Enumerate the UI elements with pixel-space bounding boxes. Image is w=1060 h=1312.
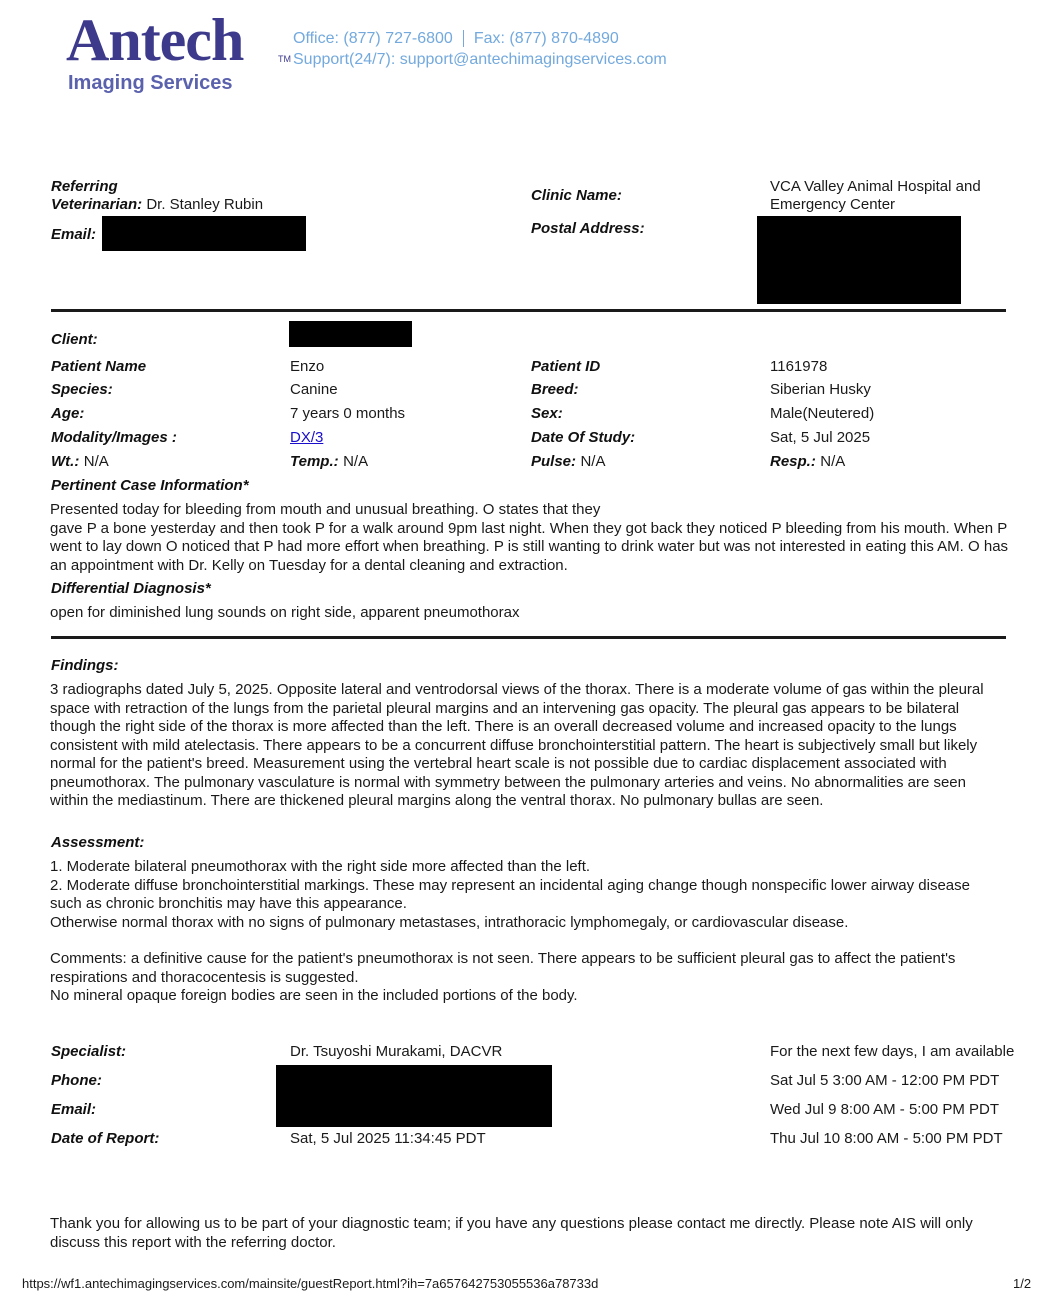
pulse-row	[531, 453, 605, 471]
mineral-foreign-bodies: No mineral opaque foreign bodies are seen in the included portions of the body.	[50, 987, 578, 1004]
date-of-study-value: Sat, 5 Jul 2025	[770, 429, 871, 446]
temp-row	[290, 453, 368, 471]
assessment-otherwise: Otherwise normal thorax with no signs of pulmonary metastases, intrathoracic lymphomegaly, or cardiovascular disease.	[50, 913, 849, 931]
section-divider	[51, 636, 1006, 639]
office-fax-line	[293, 30, 619, 48]
sex-value: Male(Neutered)	[770, 405, 875, 422]
age-value: 7 years 0 months	[290, 405, 406, 422]
redacted-client-name	[289, 321, 412, 347]
pertinent-case-text	[50, 501, 1012, 575]
support-email: Support(24/7): support@antechimagingservices.com	[293, 51, 667, 68]
comments-paragraph: Comments: a definitive cause for the patient's pneumothorax is not seen. There appears to be sufficient pleural gas to affect the patient's respirations and thoracocentesis is suggested.	[50, 950, 956, 986]
referring-vet-value: Dr. Stanley Rubin	[146, 196, 264, 213]
breed-label: Breed:	[531, 381, 579, 398]
availability-slot-2: Wed Jul 9 8:00 AM - 5:00 PM PDT	[770, 1101, 999, 1118]
modality-label: Modality/Images :	[51, 429, 177, 446]
modality-images-link[interactable]: DX/3	[290, 429, 324, 446]
patient-name-label: Patient Name	[51, 358, 147, 375]
patient-id-value: 1161978	[770, 358, 828, 375]
assessment-item-1: 1. Moderate bilateral pneumothorax with the right side more affected than the left.	[50, 858, 591, 875]
temp-value: N/A	[343, 453, 369, 470]
pertinent-case-line-2: gave P a bone yesterday and then took P for a walk around 9pm last night. When they got back they noticed P bleeding from his mouth. When P went to lay down O noticed that P had more effort when breathing. P is still wanting to drink water but was not interested in eating this AM. O has an appointment with Dr. Kelly on Tuesday for a dental cleaning and extraction.	[50, 519, 1009, 574]
species-label: Species:	[51, 381, 113, 398]
closing-paragraph: Thank you for allowing us to be part of your diagnostic team; if you have any questions please contact me directly. Please note AIS will only discuss this report with the referring doctor.	[50, 1215, 973, 1251]
redacted-postal-address	[757, 216, 961, 304]
assessment-item-2: 2. Moderate diffuse bronchointerstitial markings. These may represent an incidental aging change though nonspecific lower airway disease such as chronic bronchitis may have this appearance.	[50, 876, 970, 912]
pertinent-case-label: Pertinent Case Information*	[51, 477, 249, 494]
weight-row	[51, 453, 109, 471]
resp-value: N/A	[820, 453, 846, 470]
office-phone: Office: (877) 727-6800	[293, 30, 453, 47]
logo-subtitle: Imaging Services	[68, 72, 233, 94]
date-of-study-label: Date Of Study:	[531, 429, 636, 446]
age-label: Age:	[51, 405, 85, 422]
clinic-name-line-1: VCA Valley Animal Hospital and	[770, 178, 981, 195]
specialist-label: Specialist:	[51, 1043, 127, 1060]
clinic-name-label: Clinic Name:	[531, 187, 622, 204]
differential-diagnosis-value: open for diminished lung sounds on right side, apparent pneumothorax	[50, 604, 520, 621]
sex-label: Sex:	[531, 405, 563, 422]
specialist-email-label: Email:	[51, 1101, 97, 1118]
page-number: 1/2	[1013, 1276, 1032, 1291]
availability-intro: For the next few days, I am available	[770, 1043, 1015, 1060]
availability-slot-3: Thu Jul 10 8:00 AM - 5:00 PM PDT	[770, 1130, 1003, 1147]
postal-address-label: Postal Address:	[531, 220, 645, 237]
pulse-value: N/A	[580, 453, 606, 470]
resp-label: Resp.:	[770, 453, 816, 470]
species-value: Canine	[290, 381, 338, 398]
specialist-value: Dr. Tsuyoshi Murakami, DACVR	[290, 1043, 503, 1060]
weight-label: Wt.:	[51, 453, 80, 470]
findings-paragraph: 3 radiographs dated July 5, 2025. Opposite lateral and ventrodorsal views of the thorax. There is a moderate volume of gas within the pleural space with retraction of the lungs from the parietal pleural margins and an intervening gas opacity. The pleural gas appears to be bilateral though the right side of the thorax is more affected than the left. There is an overall decreased volume and increased opacity to the lungs consistent with mild atelectasis. There appears to be a concurrent diffuse bronchointerstitial pattern. The heart is subjectively small but likely normal for the patient's breed. Measurement using the vertebral heart scale is not possible due to cardiac displacement associated with pneumothorax. The pulmonary vasculature is normal with symmetry between the pulmonary arteries and veins. No abnormalities are seen within the mediastinum. There are thickened pleural margins along the ventral thorax. No pulmonary bullas are seen.	[50, 681, 984, 809]
temp-label: Temp.:	[290, 453, 339, 470]
weight-value: N/A	[83, 453, 109, 470]
breed-value: Siberian Husky	[770, 381, 871, 398]
comments-text	[50, 950, 970, 1006]
section-divider	[51, 309, 1006, 312]
clinic-name-line-2: Emergency Center	[770, 196, 896, 213]
referral-email-label: Email:	[51, 226, 97, 243]
pulse-label: Pulse:	[531, 453, 577, 470]
findings-text	[50, 681, 1005, 811]
resp-row	[770, 453, 845, 471]
client-label: Client:	[51, 331, 98, 348]
report-date-value: Sat, 5 Jul 2025 11:34:45 PDT	[290, 1130, 486, 1147]
referring-label: Referring	[51, 178, 118, 195]
patient-name-value: Enzo	[290, 358, 325, 375]
referring-vet-label: Veterinarian:	[51, 196, 143, 213]
findings-label: Findings:	[51, 657, 119, 674]
redacted-specialist-contact	[276, 1065, 552, 1127]
contact-divider	[463, 30, 464, 47]
referring-vet-row	[51, 196, 263, 213]
availability-slot-1: Sat Jul 5 3:00 AM - 12:00 PM PDT	[770, 1072, 1000, 1089]
fax-number: Fax: (877) 870-4890	[473, 30, 619, 47]
antech-logo: Antech	[66, 7, 244, 73]
redacted-referral-email	[102, 216, 306, 251]
footer-url: https://wf1.antechimagingservices.com/mainsite/guestReport.html?ih=7a657642753055536a78733d	[22, 1276, 599, 1291]
report-date-label: Date of Report:	[51, 1130, 160, 1147]
differential-diagnosis-label: Differential Diagnosis*	[51, 580, 211, 597]
assessment-text	[50, 858, 990, 932]
logo-trademark: TM	[278, 54, 291, 64]
specialist-phone-label: Phone:	[51, 1072, 102, 1089]
closing-note	[50, 1215, 1010, 1252]
patient-id-label: Patient ID	[531, 358, 601, 375]
pertinent-case-line-1: Presented today for bleeding from mouth and unusual breathing. O states that they	[50, 501, 601, 518]
assessment-label: Assessment:	[51, 834, 145, 851]
